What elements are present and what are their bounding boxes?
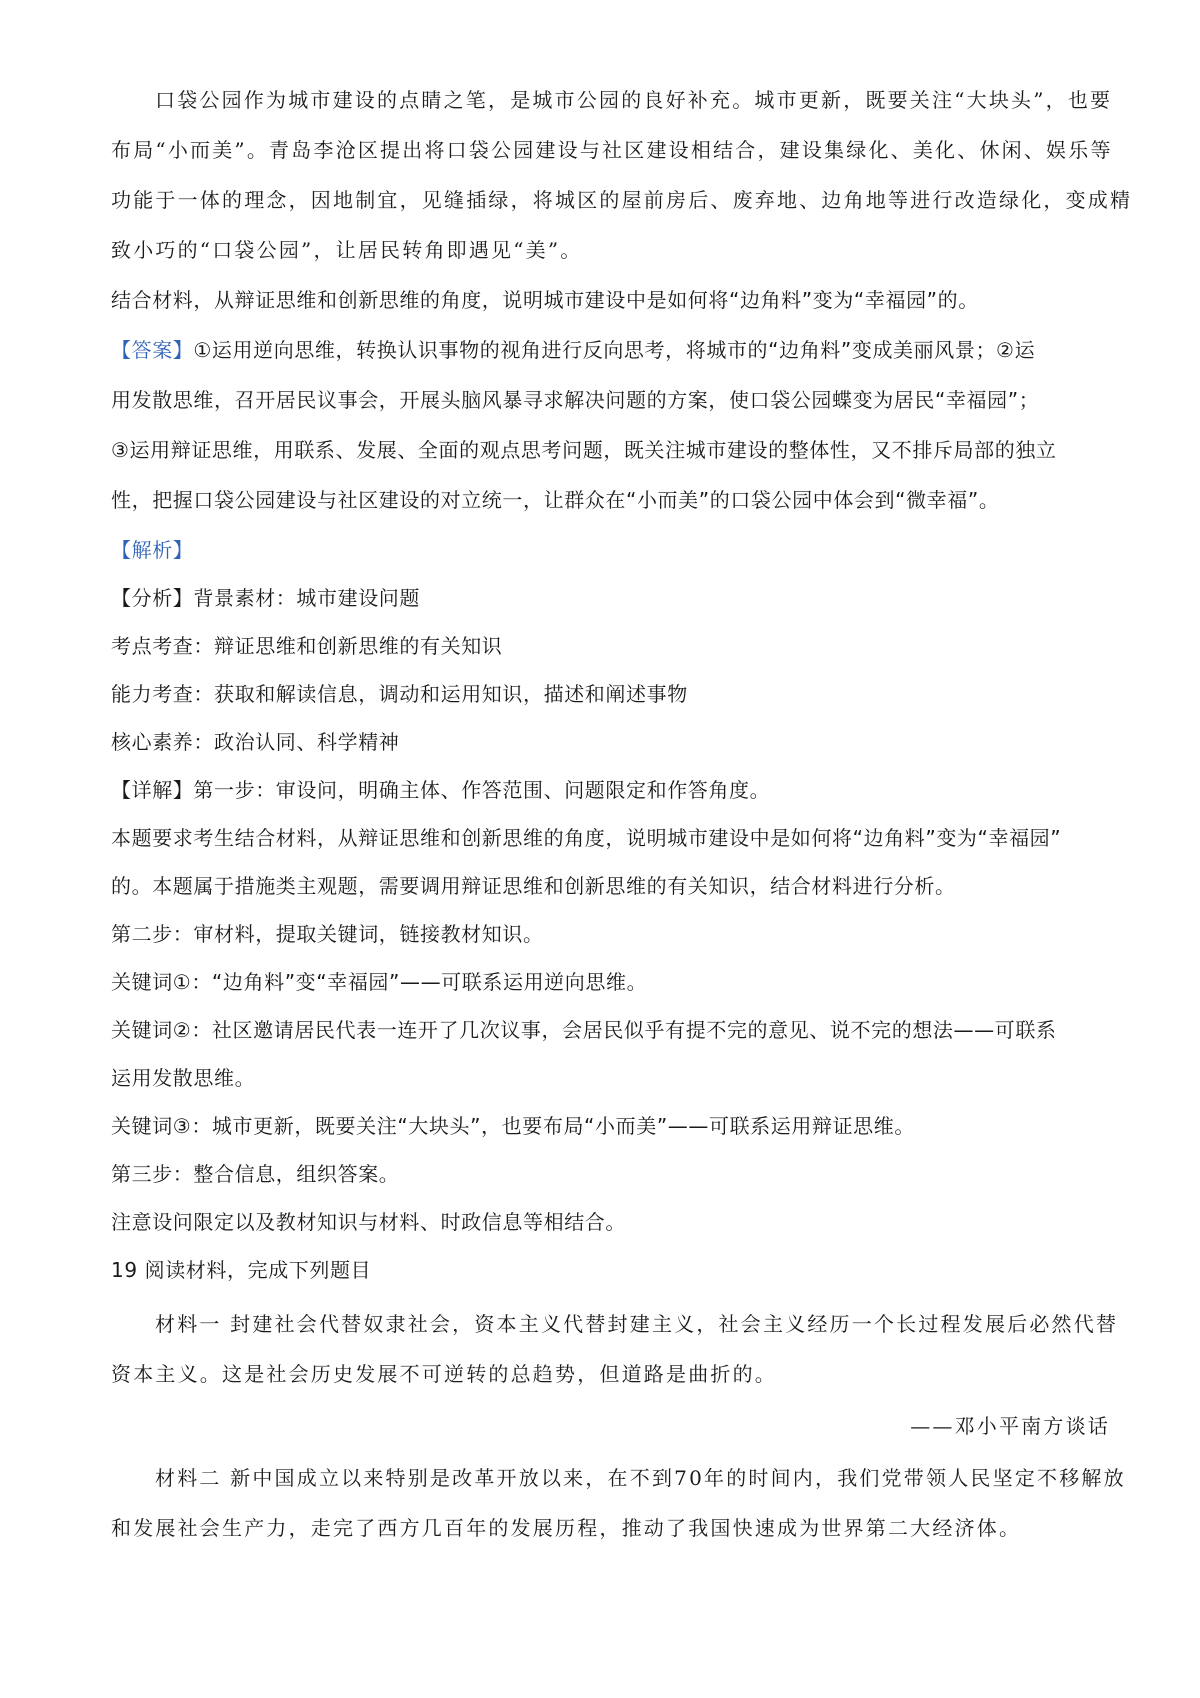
- passage-line: 口袋公园作为城市建设的点睛之笔，是城市公园的良好补充。城市更新，既要关注“大块头”，也要: [155, 88, 1113, 112]
- analysis-line: 关键词②：社区邀请居民代表一连开了几次议事，会居民似乎有提不完的意见、说不完的想法——可联系: [111, 1018, 1057, 1042]
- answer-label: 【答案】: [111, 338, 194, 362]
- answer-line: 性，把握口袋公园建设与社区建设的对立统一，让群众在“小而美”的口袋公园中体会到“微幸福”。: [111, 488, 1000, 512]
- analysis-line: 能力考查：获取和解读信息，调动和运用知识，描述和阐述事物: [111, 682, 688, 706]
- material2-line: 和发展社会生产力，走完了西方几百年的发展历程，推动了我国快速成为世界第二大经济体。: [111, 1516, 1022, 1540]
- analysis-line: 本题要求考生结合材料，从辩证思维和创新思维的角度，说明城市建设中是如何将“边角料”变为“幸福园”: [111, 826, 1062, 850]
- analysis-line: 第三步：整合信息，组织答案。: [111, 1162, 400, 1186]
- analysis-line: 第二步：审材料，提取关键词，链接教材知识。: [111, 922, 544, 946]
- analysis-line: 注意设问限定以及教材知识与材料、时政信息等相结合。: [111, 1210, 626, 1234]
- answer-line: 用发散思维，召开居民议事会，开展头脑风暴寻求解决问题的方案，使口袋公园蝶变为居民“幸福园”；: [111, 388, 1040, 412]
- analysis-line: 运用发散思维。: [111, 1066, 256, 1090]
- analysis-line: 的。本题属于措施类主观题，需要调用辩证思维和创新思维的有关知识，结合材料进行分析。: [111, 874, 956, 898]
- analysis-label: 【解析】: [111, 538, 194, 562]
- q19-heading: 19 阅读材料，完成下列题目: [111, 1258, 372, 1282]
- material2-line: 材料二 新中国成立以来特别是改革开放以来，在不到70年的时间内，我们党带领人民坚定不移解放: [155, 1466, 1126, 1490]
- passage-line: 致小巧的“口袋公园”，让居民转角即遇见“美”。: [111, 238, 583, 262]
- analysis-line: 核心素养：政治认同、科学精神: [111, 730, 400, 754]
- analysis-line: 关键词①：“边角料”变“幸福园”——可联系运用逆向思维。: [111, 970, 648, 994]
- material1-line: 资本主义。这是社会历史发展不可逆转的总趋势，但道路是曲折的。: [111, 1362, 777, 1386]
- answer-line: ③运用辩证思维，用联系、发展、全面的观点思考问题，既关注城市建设的整体性，又不排斥局部的独立: [111, 438, 1057, 462]
- analysis-line: 【详解】第一步：审设问，明确主体、作答范围、问题限定和作答角度。: [111, 778, 771, 802]
- answer-text: ①运用逆向思维，转换认识事物的视角进行反向思考，将城市的“边角料”变成美丽风景；②运: [193, 338, 1036, 362]
- passage-line: 布局“小而美”。青岛李沧区提出将口袋公园建设与社区建设相结合，建设集绿化、美化、休闲、娱乐等: [111, 138, 1113, 162]
- passage-line: 功能于一体的理念，因地制宜，见缝插绿，将城区的屋前房后、废弃地、边角地等进行改造绿化，变成精: [111, 188, 1133, 212]
- material1-source: ——邓小平南方谈话: [910, 1414, 1110, 1438]
- answer-line: [111, 336, 1035, 364]
- analysis-line: 【分析】背景素材：城市建设问题: [111, 586, 420, 610]
- question-text: 结合材料，从辩证思维和创新思维的角度，说明城市建设中是如何将“边角料”变为“幸福园”的。: [111, 288, 979, 312]
- analysis-line: 关键词③：城市更新，既要关注“大块头”，也要布局“小而美”——可联系运用辩证思维。: [111, 1114, 915, 1138]
- analysis-line: 考点考查：辩证思维和创新思维的有关知识: [111, 634, 503, 658]
- material1-line: 材料一 封建社会代替奴隶社会，资本主义代替封建主义，社会主义经历一个长过程发展后必然代替: [155, 1312, 1119, 1336]
